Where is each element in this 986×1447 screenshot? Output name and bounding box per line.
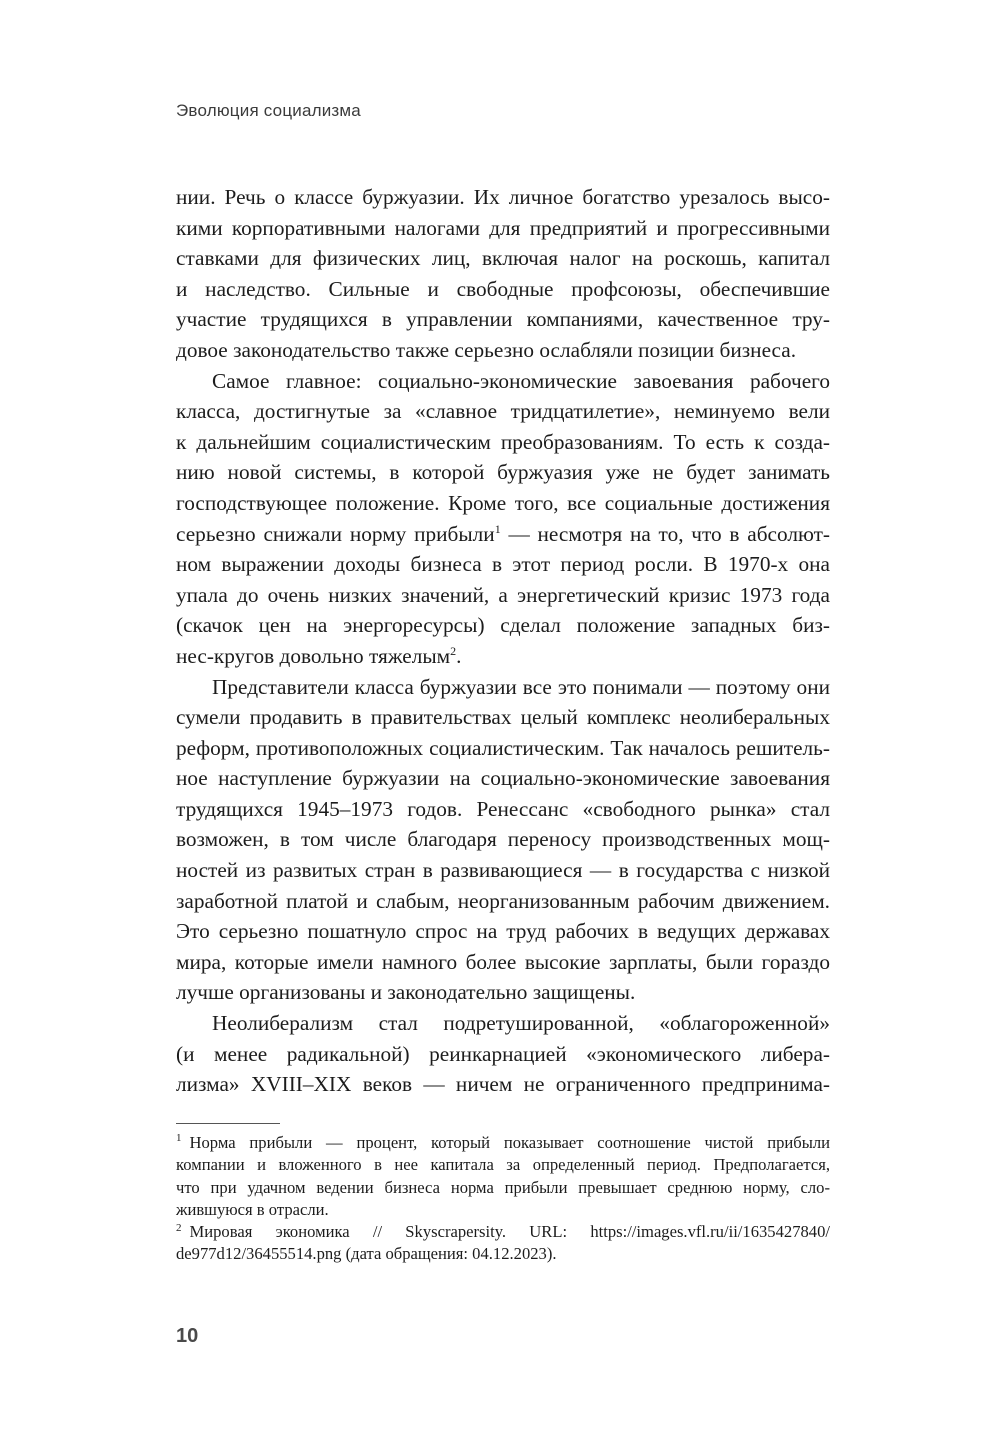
- paragraph: [176, 182, 830, 366]
- text-line: класса, достигнутые за «славное тридцатилетие», неминуемо вели: [176, 399, 830, 424]
- text-line: довое законодательство также серьезно ослабляли позиции бизнеса.: [176, 337, 797, 362]
- paragraph: [176, 1008, 830, 1100]
- text-line: ном выражении доходы бизнеса в этот период росли. В 1970-х она: [176, 552, 830, 577]
- footnote-number: 2: [176, 1221, 182, 1234]
- text-line: Представители класса буржуазии все это понимали — поэтому они: [212, 674, 830, 699]
- text-line: господствующее положение. Кроме того, все социальные достижения: [176, 490, 830, 515]
- text-line: сумели продавить в правительствах целый комплекс неолиберальных: [176, 705, 830, 730]
- text-line: Самое главное: социально-экономические завоевания рабочего: [212, 368, 830, 393]
- footnote-text: Мировая экономика // Skyscrapersity. URL: https://images.vfl.ru/ii/1635427840/: [189, 1222, 830, 1242]
- text-line: лучше организованы и законодательно защищены.: [176, 980, 636, 1005]
- text-line: трудящихся 1945–1973 годов. Ренессанс «свободного рынка» стал: [176, 796, 830, 821]
- footnote-text: компании и вложенного в нее капитала за определенный период. Предполагается,: [176, 1155, 830, 1175]
- paragraph: [176, 672, 830, 1009]
- footnote-line: [176, 1154, 830, 1176]
- paragraph: [176, 366, 830, 672]
- text-line: участие трудящихся в управлении компаниями, качественное тру-: [176, 307, 830, 332]
- page-number: 10: [176, 1325, 199, 1347]
- footnote: [176, 1132, 830, 1221]
- text-line: нес-кругов довольно тяжелым$^2$.: [176, 643, 462, 668]
- text-line: ставками для физических лиц, включая налог на роскошь, капитал: [176, 246, 830, 271]
- running-head: Эволюция социализма: [176, 101, 361, 120]
- footnote: [176, 1221, 830, 1266]
- text-line: Это серьезно пошатнуло спрос на труд рабочих в ведущих державах: [176, 919, 830, 944]
- footnote-text: что при удачном ведении бизнеса норма прибыли превышает среднюю норму, сло-: [176, 1177, 830, 1197]
- text-line: Неолиберализм стал подретушированной, «облагороженной»: [212, 1011, 830, 1036]
- text-line: ностей из развитых стран в развивающиеся — в государства с низкой: [176, 858, 830, 883]
- footnote-text: de977d12/36455514.png (дата обращения: 04.12.2023).: [176, 1244, 557, 1264]
- footnote-text: жившуюся в отрасли.: [176, 1199, 329, 1219]
- text-line: реформ, противоположных социалистическим. Так началось решитель-: [176, 735, 830, 760]
- footnote-line: [176, 1221, 830, 1243]
- footnote-line: [176, 1132, 830, 1154]
- footnote-line: [176, 1177, 830, 1199]
- footnote-ref: 2: [450, 643, 457, 658]
- text-line: упала до очень низких значений, а энергетический кризис 1973 года: [176, 582, 830, 607]
- footnote-ref: 1: [494, 521, 501, 536]
- text-line: кими корпоративными налогами для предприятий и прогрессивными: [176, 215, 830, 240]
- footnotes: [176, 1132, 830, 1266]
- footnote-line: [176, 1199, 830, 1221]
- text-line: и наследство. Сильные и свободные профсоюзы, обеспечившие: [176, 276, 830, 301]
- text-line: заработной платой и слабым, неорганизованным рабочим движением.: [176, 888, 830, 913]
- footnote-separator: [176, 1123, 280, 1124]
- text-line: лизма» XVIII–XIX веков — ничем не ограниченного предпринима-: [176, 1072, 830, 1097]
- footnote-number: 1: [176, 1132, 182, 1145]
- text-line: ное наступление буржуазии на социально-экономические завоевания: [176, 766, 830, 791]
- text-line: к дальнейшим социалистическим преобразованиям. То есть к созда-: [176, 429, 830, 454]
- text-line: мира, которые имели намного более высокие зарплаты, были гораздо: [176, 949, 830, 974]
- text-line: нии. Речь о классе буржуазии. Их личное богатство урезалось высо-: [176, 185, 830, 209]
- footnote-text: Норма прибыли — процент, который показывает соотношение чистой прибыли: [189, 1133, 830, 1152]
- main-text: [176, 182, 830, 1100]
- text-line: серьезно снижали норму прибыли$^1$ — несмотря на то, что в абсолют-: [176, 521, 831, 546]
- text-line: нию новой системы, в которой буржуазия уже не будет занимать: [176, 460, 830, 485]
- footnote-line: [176, 1243, 830, 1265]
- text-line: (скачок цен на энергоресурсы) сделал положение западных биз-: [176, 613, 830, 638]
- text-line: возможен, в том числе благодаря переносу производственных мощ-: [176, 827, 830, 852]
- text-line: (и менее радикальной) реинкарнацией «экономического либера-: [176, 1041, 830, 1066]
